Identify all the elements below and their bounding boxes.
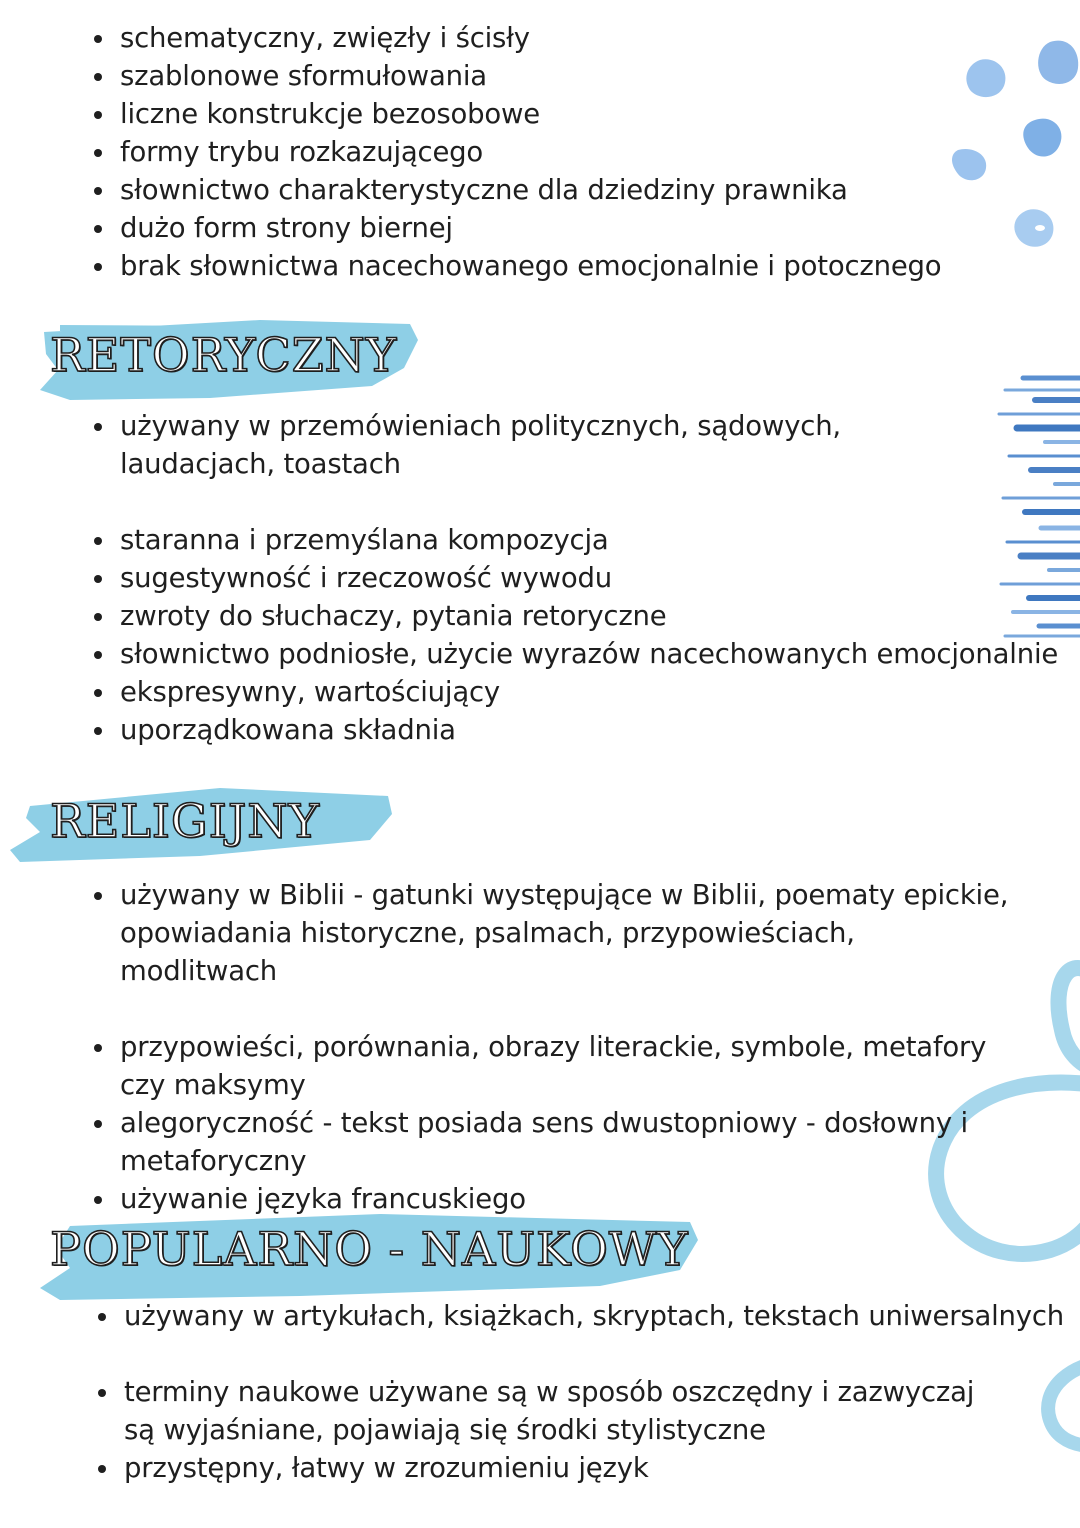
blue-blobs-decoration [940,30,1080,270]
religijny-bullet-list [92,876,1020,1218]
list-item: formy trybu rozkazującego [92,133,941,171]
list-item: liczne konstrukcje bezosobowe [92,95,941,133]
retoryczny-bullet-list [92,407,1060,749]
list-item: używany w przemówieniach politycznych, sądowych, laudacjach, toastach [92,407,1000,483]
section-heading-religijny [0,778,400,868]
list-item: staranna i przemyślana kompozycja [92,521,1060,559]
list-item: słownictwo charakterystyczne dla dziedziny prawnika [92,171,941,209]
section-title: POPULARNO - NAUKOWY [50,1222,689,1276]
list-item: przystępny, łatwy w zrozumieniu język [96,1449,1054,1487]
section-title: RETORYCZNY [50,328,398,382]
list-item: przypowieści, porównania, obrazy literackie, symbole, metafory czy maksymy [92,1028,1020,1104]
list-item: szablonowe sformułowania [92,57,941,95]
list-item: słownictwo podniosłe, użycie wyrazów nacechowanych emocjonalnie [92,635,1060,673]
list-item: ekspresywny, wartościujący [92,673,1060,711]
section-heading-popularno-naukowy [0,1208,720,1304]
list-item: uporządkowana składnia [92,711,1060,749]
section-heading-retoryczny [0,310,440,405]
list-item: sugestywność i rzeczowość wywodu [92,559,1060,597]
list-item: używany w Biblii - gatunki występujące w Biblii, poematy epickie, opowiadania historyczne, psalmach, przypowieściach, modlitwach [92,876,1020,990]
list-item: używany w artykułach, książkach, skryptach, tekstach uniwersalnych [96,1297,1054,1335]
popularno-naukowy-bullet-list [96,1297,1065,1487]
list-item: brak słownictwa nacechowanego emocjonalnie i potocznego [92,247,941,285]
list-item: alegoryczność - tekst posiada sens dwustopniowy - dosłowny i metaforyczny [92,1104,980,1180]
list-item: używanie języka francuskiego [92,1180,1020,1218]
list-item: zwroty do słuchaczy, pytania retoryczne [92,597,1060,635]
intro-bullet-list [92,19,941,285]
list-item: schematyczny, zwięzły i ścisły [92,19,941,57]
list-item: dużo form strony biernej [92,209,941,247]
section-title: RELIGIJNY [50,794,320,848]
list-item: terminy naukowe używane są w sposób oszczędny i zazwyczaj są wyjaśniane, pojawiają się środki stylistyczne [96,1373,1004,1449]
